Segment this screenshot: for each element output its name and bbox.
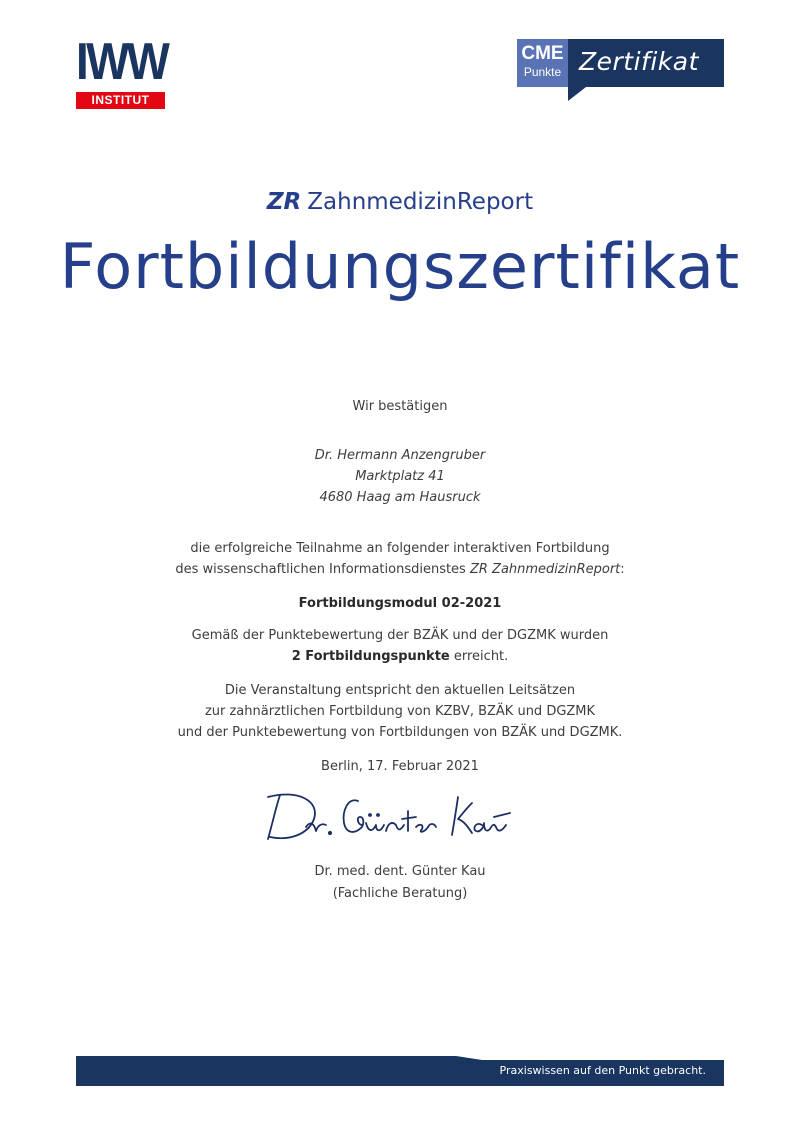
page-title: Fortbildungszertifikat (59, 230, 741, 303)
cme-certificate-badge (517, 39, 724, 101)
report-name: ZahnmedizinReport (307, 189, 534, 215)
guideline-line-2: zur zahnärztlichen Fortbildung von KZBV, BZÄK und DGZMK (204, 704, 596, 719)
signatory-role: (Fachliche Beratung) (332, 886, 468, 901)
recipient-street: Marktplatz 41 (355, 469, 445, 484)
logo-letters: IWW (76, 33, 168, 91)
cme-label: CME (521, 43, 564, 64)
cme-points-label: Punkte (523, 65, 562, 79)
participation-service-name: ZR ZahnmedizinReport (469, 562, 621, 577)
footer-slogan: Praxiswissen auf den Punkt gebracht. (499, 1064, 706, 1077)
place-and-date: Berlin, 17. Februar 2021 (321, 759, 479, 774)
report-abbreviation: ZR (266, 189, 302, 215)
guideline-line-3: und der Punktebewertung von Fortbildungen von BZÄK und DGZMK. (177, 725, 623, 740)
participation-line-1: die erfolgreiche Teilnahme an folgender interaktiven Fortbildung (190, 541, 610, 556)
cme-points-box (517, 39, 568, 87)
points-line-2 (0, 647, 800, 667)
points-suffix: erreicht. (449, 649, 509, 664)
participation-colon: : (620, 562, 625, 577)
footer-bar (76, 1056, 724, 1086)
module-name: Fortbildungsmodul 02-2021 (298, 596, 502, 611)
points-count: 2 Fortbildungspunkte (291, 649, 450, 664)
participation-line-2 (0, 560, 800, 580)
guideline-line-1: Die Veranstaltung entspricht den aktuellen Leitsätzen (224, 683, 576, 698)
points-line-1: Gemäß der Punktebewertung der BZÄK und der DGZMK wurden (191, 628, 609, 643)
logo-subtitle: INSTITUT (76, 92, 165, 109)
recipient-name: Dr. Hermann Anzengruber (314, 448, 486, 463)
participation-line-2-text: des wissenschaftlichen Informationsdienstes (175, 562, 470, 577)
signatory-name: Dr. med. dent. Günter Kau (314, 864, 486, 879)
recipient-city: 4680 Haag am Hausruck (319, 490, 481, 505)
handwritten-signature (258, 787, 518, 847)
report-title (0, 186, 800, 218)
iww-institut-logo (76, 33, 168, 110)
certificate-label: Zertifikat (579, 47, 699, 76)
confirmation-text: Wir bestätigen (352, 399, 448, 414)
